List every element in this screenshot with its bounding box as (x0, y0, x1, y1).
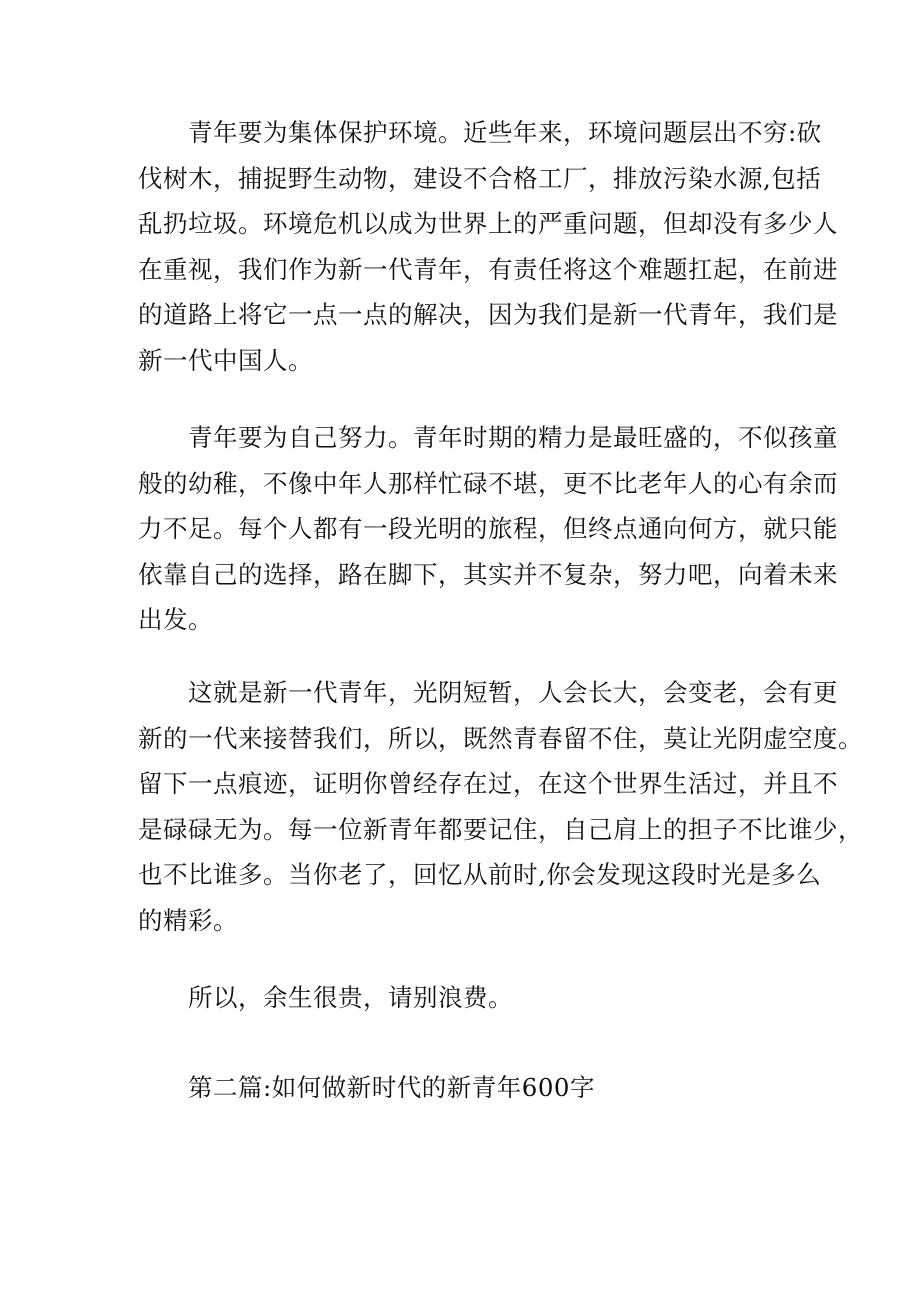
section-heading (138, 1065, 788, 1111)
paragraph-self-effort (138, 415, 838, 643)
section-heading-text: 第二篇:如何做新时代的新青年600字 (188, 1073, 596, 1102)
paragraph-line: 伐树木，捕捉野生动物，建设不合格工厂，排放污染水源,包括 (138, 163, 822, 193)
paragraph-line: 在重视，我们作为新一代青年，有责任将这个难题扛起，在前进 (138, 254, 838, 284)
paragraph-line: 这就是新一代青年，光阴短暂，人会长大，会变老，会有更 (188, 678, 838, 707)
paragraph-new-generation (138, 670, 863, 943)
paragraph-line: 也不比谁多。当你老了，回忆从前时,你会发现这段时光是多么 (138, 860, 822, 889)
paragraph-line: 出发。 (138, 605, 213, 634)
paragraph-conclusion (138, 975, 788, 1021)
paragraph-line: 所以，余生很贵，请别浪费。 (188, 983, 513, 1012)
paragraph-line: 力不足。每个人都有一段光明的旅程，但终点通向何方，就只能 (138, 514, 838, 543)
paragraph-line: 的精彩。 (138, 905, 238, 935)
paragraph-environment (138, 110, 838, 383)
paragraph-line: 是碌碌无为。每一位新青年都要记住，自己肩上的担子不比谁少， (138, 814, 863, 844)
paragraph-line: 乱扔垃圾。环境危机以成为世界上的严重问题，但却没有多少人 (138, 209, 838, 238)
paragraph-line: 青年要为自己努力。青年时期的精力是最旺盛的，不似孩童 (188, 423, 838, 452)
paragraph-line: 新的一代来接替我们，所以，既然青春留不住，莫让光阴虚空度。 (138, 723, 863, 753)
paragraph-line: 依靠自己的选择，路在脚下，其实并不复杂，努力吧，向着未来 (138, 559, 838, 589)
paragraph-line: 青年要为集体保护环境。近些年来，环境问题层出不穷:砍 (188, 118, 822, 147)
paragraph-line: 的道路上将它一点一点的解决，因为我们是新一代青年，我们是 (138, 300, 838, 329)
paragraph-line: 留下一点痕迹，证明你曾经存在过，在这个世界生活过，并且不 (138, 769, 838, 798)
paragraph-line: 般的幼稚，不像中年人那样忙碌不堪，更不比老年人的心有余而 (138, 468, 838, 498)
paragraph-line: 新一代中国人。 (138, 345, 313, 375)
